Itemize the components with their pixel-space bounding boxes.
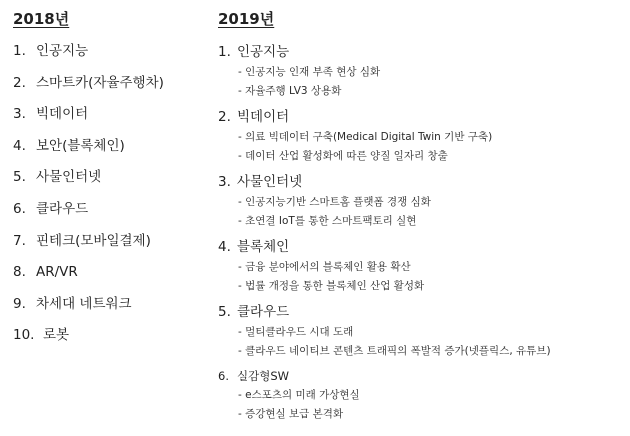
list-item: [218, 238, 551, 295]
list-item: [218, 43, 551, 100]
item-label: 인공지능: [36, 43, 89, 59]
year-2019-title: 2019년: [218, 10, 275, 28]
item-label: 클라우드: [36, 200, 89, 217]
sub-item: - 초연결 IoT를 통한 스마트팩토리 실현: [238, 214, 417, 227]
item-label: 빅데이터: [36, 106, 89, 123]
item-number: 6.: [13, 200, 26, 217]
list-2019: [218, 43, 551, 431]
sub-item: - e스포츠의 미래 가상현실: [238, 389, 360, 401]
list-item: [218, 303, 551, 360]
item-label: 클라우드: [237, 304, 290, 320]
item-label: 사물인터넷: [237, 174, 303, 190]
item-heading: [218, 303, 551, 321]
item-number: 2.: [218, 109, 231, 125]
list-item: [13, 200, 164, 232]
list-2018: [13, 42, 164, 358]
item-label: 차세대 네트워크: [36, 295, 132, 312]
item-number: 9.: [13, 295, 26, 312]
item-heading: [218, 238, 551, 256]
item-label: 빅데이터: [237, 109, 290, 125]
sub-item: - 데이터 산업 활성화에 따른 양질 일자리 창출: [238, 149, 448, 162]
sub-list: [218, 63, 551, 100]
item-label: 인공지능: [237, 44, 290, 60]
list-item: [13, 326, 164, 358]
list-item: [13, 263, 164, 295]
item-number: 7.: [13, 232, 26, 249]
item-label: 실감형SW: [237, 369, 289, 383]
item-label: 핀테크(모바일결제): [36, 232, 151, 249]
list-item: [13, 74, 164, 106]
item-number: 1.: [13, 43, 26, 59]
sub-list: [218, 386, 551, 423]
item-label: 사물인터넷: [36, 169, 102, 186]
item-number: 1.: [218, 44, 231, 60]
sub-item: - 인공지능 인재 부족 현상 심화: [238, 66, 381, 78]
item-label: 로봇: [43, 327, 70, 344]
item-heading: [218, 43, 551, 61]
item-label: 보안(블록체인): [36, 137, 125, 154]
item-number: 2.: [13, 74, 26, 91]
list-item: [218, 108, 551, 165]
item-heading: [218, 108, 551, 126]
sub-item: - 클라우드 네이티브 콘텐츠 트래픽의 폭발적 증가(넷플릭스, 유튜브): [238, 344, 551, 357]
item-number: 6.: [218, 369, 229, 383]
item-number: 3.: [218, 174, 231, 190]
item-number: 10.: [13, 327, 35, 344]
sub-item: - 의료 빅데이터 구축(Medical Digital Twin 기반 구축): [238, 131, 493, 143]
item-number: 5.: [13, 169, 26, 186]
list-item: [13, 232, 164, 264]
list-item: [13, 137, 164, 169]
sub-item: - 법률 개정을 통한 블록체인 산업 활성화: [238, 279, 425, 292]
item-label: AR/VR: [36, 264, 78, 281]
item-label: 스마트카(자율주행차): [36, 74, 164, 91]
item-number: 4.: [13, 137, 26, 154]
list-item: [13, 105, 164, 137]
sub-item: - 증강현실 보급 본격화: [238, 407, 344, 420]
item-heading: [218, 368, 551, 384]
list-item: [13, 168, 164, 200]
item-label: 블록체인: [237, 239, 290, 255]
list-item: [13, 42, 164, 74]
list-item: [218, 368, 551, 423]
sub-list: [218, 193, 551, 230]
list-item: [13, 295, 164, 327]
item-number: 3.: [13, 106, 26, 123]
sub-item: - 멀티클라우드 시대 도래: [238, 326, 354, 338]
year-2018-title: 2018년: [13, 10, 70, 28]
sub-list: [218, 128, 551, 165]
item-heading: [218, 173, 551, 191]
sub-item: - 금융 분야에서의 블록체인 활용 확산: [238, 261, 411, 273]
item-number: 8.: [13, 264, 26, 281]
item-number: 4.: [218, 239, 231, 255]
list-item: [218, 173, 551, 230]
sub-list: [218, 258, 551, 295]
item-number: 5.: [218, 304, 231, 320]
sub-item: - 인공지능기반 스마트홈 플랫폼 경쟁 심화: [238, 196, 431, 208]
sub-list: [218, 323, 551, 360]
sub-item: - 자율주행 LV3 상용화: [238, 84, 342, 97]
